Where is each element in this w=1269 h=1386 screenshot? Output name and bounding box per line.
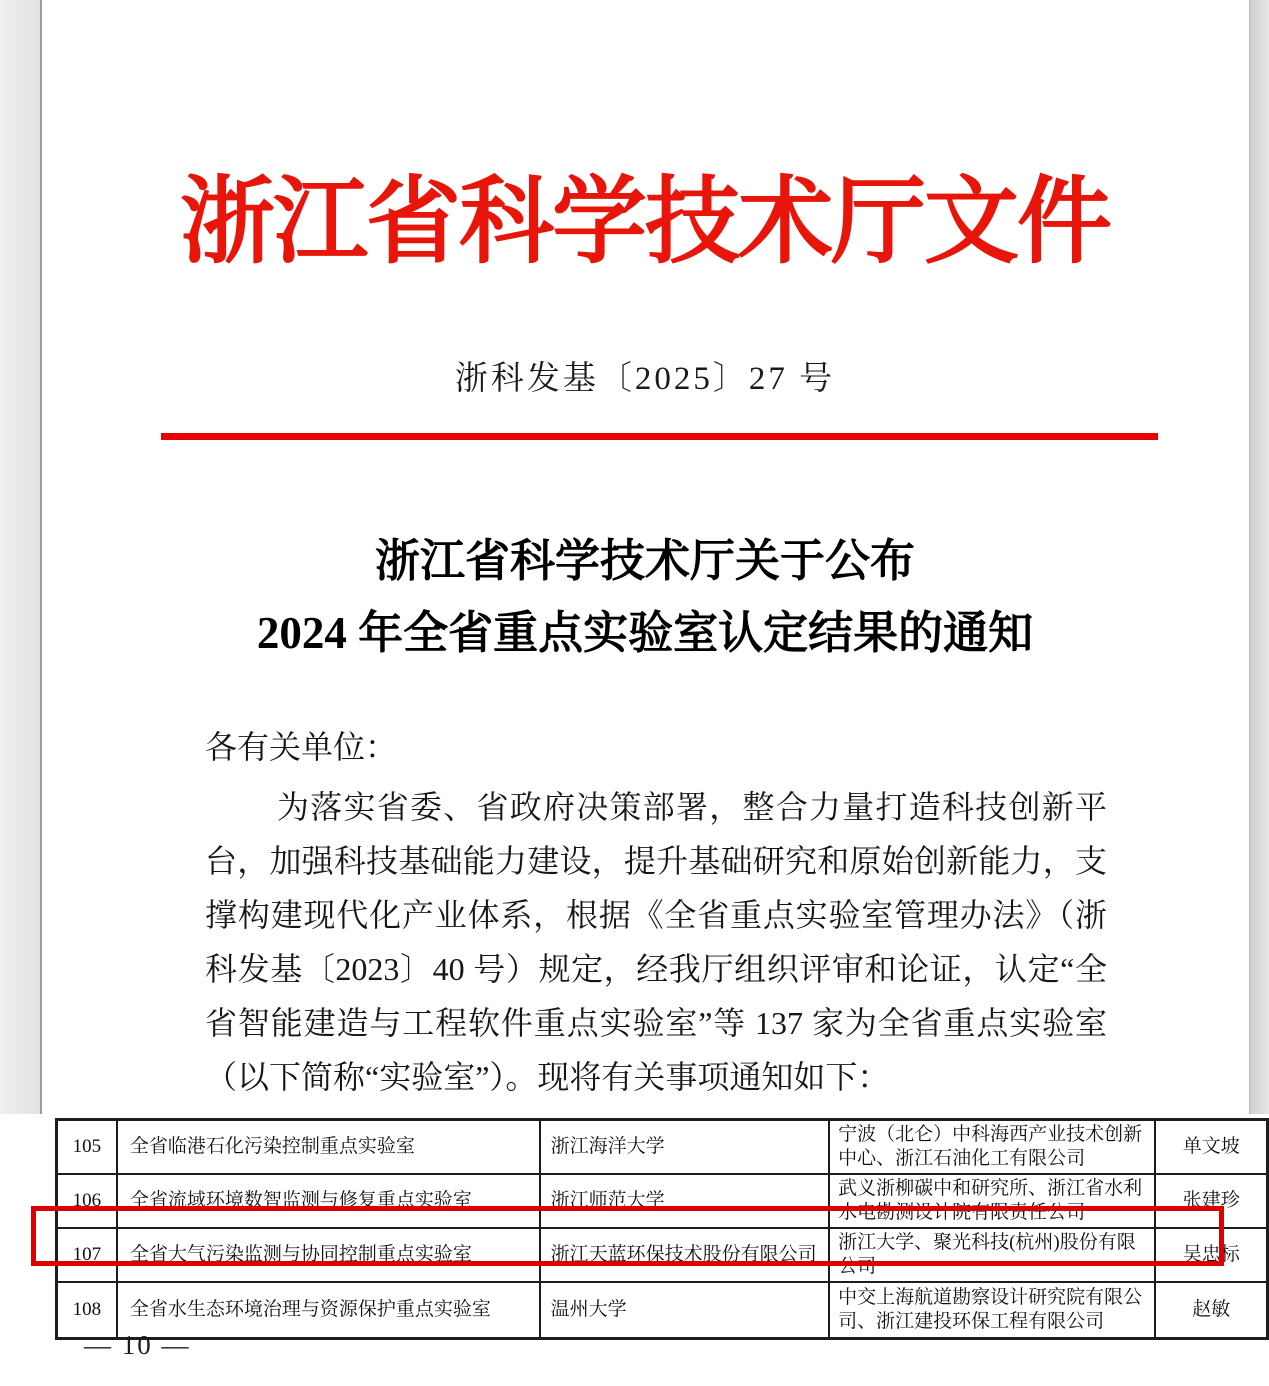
cell-partner-units: 中交上海航道勘察设计研究院有限公司、浙江建投环保工程有限公司 — [829, 1282, 1155, 1338]
cell-director: 赵敏 — [1155, 1282, 1267, 1338]
cell-host-unit: 浙江师范大学 — [540, 1174, 830, 1228]
doc-number: 浙科发基〔2025〕27 号 — [454, 361, 836, 397]
page-right-margin — [1249, 0, 1269, 1114]
cell-row-number: 107 — [57, 1228, 117, 1282]
cell-lab-name: 全省大气污染监测与协同控制重点实验室 — [117, 1228, 540, 1282]
cell-row-number: 106 — [57, 1174, 117, 1228]
table-row — [57, 1282, 1268, 1338]
cell-director: 吴忠标 — [1155, 1228, 1267, 1282]
cell-partner-units: 浙江大学、聚光科技(杭州)股份有限公司 — [829, 1228, 1155, 1282]
cell-director: 张建珍 — [1155, 1174, 1267, 1228]
salutation: 各有关单位： — [205, 729, 398, 765]
document-page — [42, 0, 1248, 1114]
red-separator-rule — [161, 433, 1158, 440]
cell-host-unit: 浙江天蓝环保技术股份有限公司 — [540, 1228, 830, 1282]
highlight-box — [31, 1206, 1224, 1266]
cell-lab-name: 全省流域环境数智监测与修复重点实验室 — [117, 1174, 540, 1228]
page-number: — 10 — — [84, 1330, 191, 1360]
notice-title-line1: 浙江省科学技术厅关于公布 — [374, 536, 915, 586]
cell-lab-name: 全省临港石化污染控制重点实验室 — [117, 1120, 540, 1175]
cell-host-unit: 温州大学 — [540, 1282, 830, 1338]
cell-director: 单文坡 — [1155, 1120, 1267, 1175]
agency-header-title: 浙江省科学技术厅文件 — [179, 169, 1110, 275]
cell-row-number: 108 — [57, 1282, 117, 1338]
cell-row-number: 105 — [57, 1120, 117, 1175]
cell-lab-name: 全省水生态环境治理与资源保护重点实验室 — [117, 1282, 540, 1338]
cell-partner-units: 宁波（北仑）中科海西产业技术创新中心、浙江石油化工有限公司 — [829, 1120, 1155, 1175]
page-left-margin — [0, 0, 42, 1114]
notice-title-line2: 2024 年全省重点实验室认定结果的通知 — [256, 608, 1034, 658]
body-paragraph: 为落实省委、省政府决策部署，整合力量打造科技创新平台，加强科技基础能力建设，提升基础研究和原始创新能力，支撑构建现代化产业体系，根据《全省重点实验室管理办法》（浙科发基〔2023〕40 号）规定，经我厅组织评审和论证，认定“全省智能建造与工程软件重点实验室”等 137 家为全省重点实验室（以下简称“实验室”）。现将有关事项通知如下： — [205, 789, 1107, 1095]
table-row — [57, 1120, 1268, 1175]
cell-partner-units: 武义浙柳碳中和研究所、浙江省水利水电勘测设计院有限责任公司 — [829, 1174, 1155, 1228]
cell-host-unit: 浙江海洋大学 — [540, 1120, 830, 1175]
